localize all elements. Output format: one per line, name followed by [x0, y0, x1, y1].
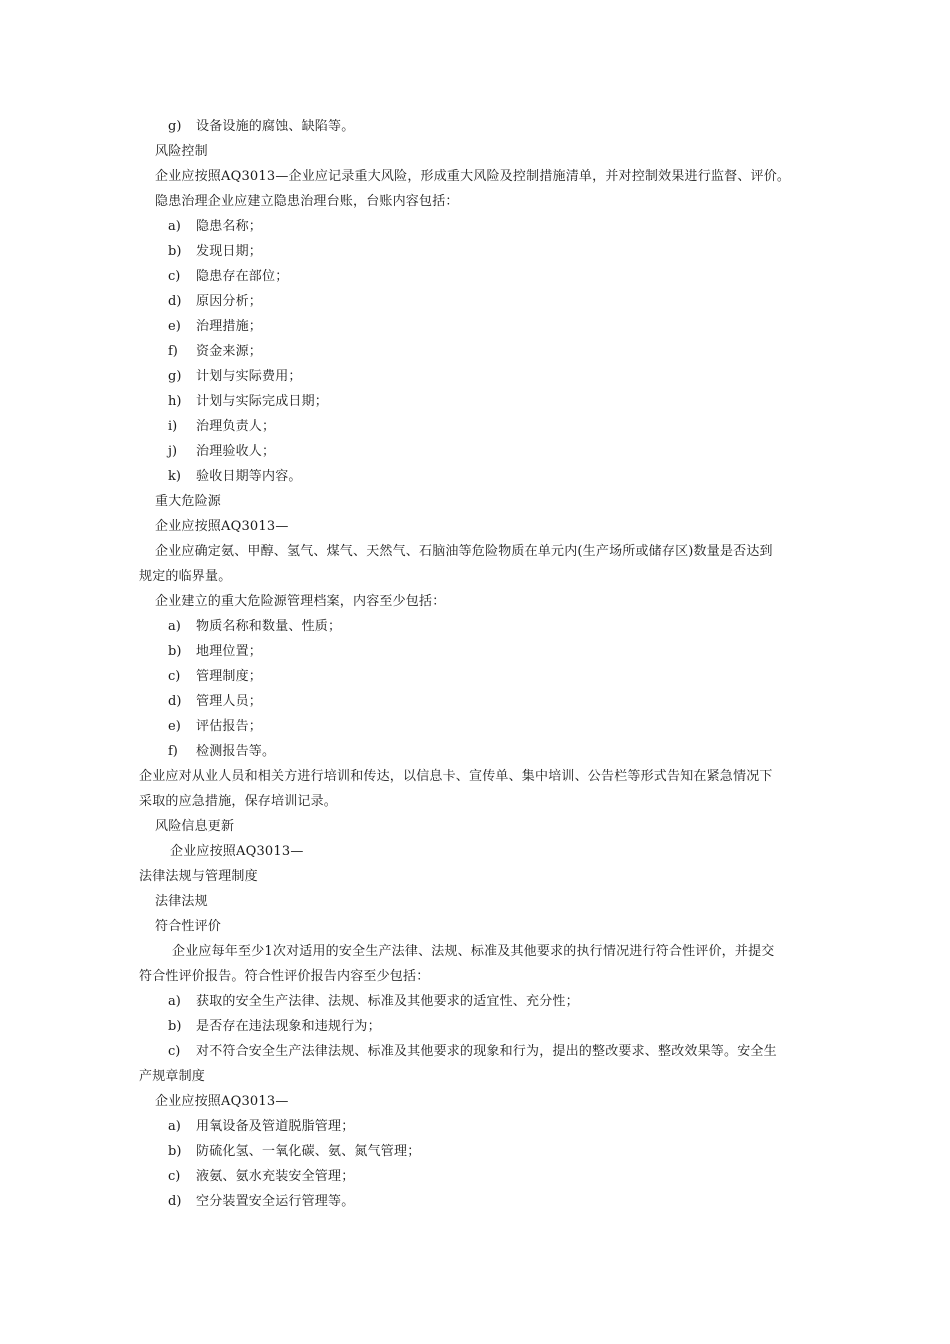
list-item-text: 评估报告； — [196, 719, 263, 734]
list-item-text: 资金来源； — [196, 344, 263, 359]
list-item-text: 治理验收人； — [196, 444, 276, 459]
list-marker: f) — [168, 344, 178, 359]
text-line: 企业应按照AQ3013— — [155, 1094, 289, 1109]
list-item-text: 物质名称和数量、性质； — [196, 619, 342, 634]
list-item-text: 防硫化氢、一氧化碳、氨、氮气管理； — [196, 1144, 421, 1159]
text-line: 企业建立的重大危险源管理档案，内容至少包括： — [155, 594, 446, 609]
text-line: 风险信息更新 — [155, 819, 235, 834]
list-marker: e) — [168, 319, 181, 334]
list-item-text: 隐患名称； — [196, 219, 263, 234]
text-line: 隐患治理企业应建立隐患治理台账，台账内容包括： — [155, 194, 459, 209]
list-item-text: 治理负责人； — [196, 419, 276, 434]
list-item-text: 计划与实际费用； — [196, 369, 302, 384]
list-marker: g) — [168, 119, 182, 134]
list-marker: c) — [168, 1044, 181, 1059]
list-item-text: 管理人员； — [196, 694, 263, 709]
list-marker: c) — [168, 669, 181, 684]
text-line: 符合性评价 — [155, 919, 222, 934]
text-line: 规定的临界量。 — [139, 569, 232, 584]
list-marker: b) — [168, 1144, 182, 1159]
list-marker: f) — [168, 744, 178, 759]
text-line: 采取的应急措施，保存培训记录。 — [139, 794, 338, 809]
text-line: 企业应按照AQ3013— — [170, 844, 304, 859]
text-line: 企业应确定氨、甲醇、氢气、煤气、天然气、石脑油等危险物质在单元内(生产场所或储存区)数量是否达到 — [155, 544, 773, 559]
text-line: 法律法规 — [155, 894, 208, 909]
list-marker: d) — [168, 294, 182, 309]
list-marker: h) — [168, 394, 182, 409]
text-line: 企业应按照AQ3013— — [155, 519, 289, 534]
list-marker: d) — [168, 1194, 182, 1209]
text-line: 法律法规与管理制度 — [139, 869, 258, 884]
list-item-text: 管理制度； — [196, 669, 263, 684]
text-line: 企业应每年至少1次对适用的安全生产法律、法规、标准及其他要求的执行情况进行符合性评价，并提交 — [172, 944, 775, 959]
text-line: 产规章制度 — [139, 1069, 206, 1084]
list-item-text: 检测报告等。 — [196, 744, 276, 759]
list-item-text: 计划与实际完成日期； — [196, 394, 329, 409]
text-line: 风险控制 — [155, 144, 208, 159]
list-marker: b) — [168, 644, 182, 659]
list-item-text: 地理位置； — [196, 644, 263, 659]
list-marker: k) — [168, 469, 181, 484]
list-item-text: 获取的安全生产法律、法规、标准及其他要求的适宜性、充分性； — [196, 994, 579, 1009]
text-line: 企业应按照AQ3013—企业应记录重大风险，形成重大风险及控制措施清单，并对控制效果进行监督、评价。 — [155, 169, 791, 184]
list-marker: a) — [168, 219, 181, 234]
text-line: 重大危险源 — [155, 494, 222, 509]
list-marker: e) — [168, 719, 181, 734]
list-marker: b) — [168, 244, 182, 259]
list-marker: c) — [168, 1169, 181, 1184]
list-marker: i) — [168, 419, 178, 434]
list-item-text: 对不符合安全生产法律法规、标准及其他要求的现象和行为，提出的整改要求、整改效果等。安全生 — [196, 1044, 777, 1059]
list-item-text: 验收日期等内容。 — [196, 469, 302, 484]
list-item-text: 隐患存在部位； — [196, 269, 289, 284]
list-item-text: 治理措施； — [196, 319, 263, 334]
text-line: 符合性评价报告。符合性评价报告内容至少包括： — [139, 969, 430, 984]
list-item-text: 原因分析； — [196, 294, 263, 309]
text-line: 企业应对从业人员和相关方进行培训和传达，以信息卡、宣传单、集中培训、公告栏等形式告知在紧急情况下 — [139, 769, 773, 784]
list-marker: g) — [168, 369, 182, 384]
list-item-text: 液氨、氨水充装安全管理； — [196, 1169, 355, 1184]
list-marker: c) — [168, 269, 181, 284]
list-item-text: 是否存在违法现象和违规行为； — [196, 1019, 381, 1034]
list-item-text: 设备设施的腐蚀、缺陷等。 — [196, 119, 355, 134]
list-marker: b) — [168, 1019, 182, 1034]
list-item-text: 用氧设备及管道脱脂管理； — [196, 1119, 355, 1134]
list-item-text: 发现日期； — [196, 244, 263, 259]
list-marker: a) — [168, 1119, 181, 1134]
list-marker: d) — [168, 694, 182, 709]
list-item-text: 空分装置安全运行管理等。 — [196, 1194, 355, 1209]
list-marker: a) — [168, 619, 181, 634]
list-marker: j) — [168, 444, 178, 459]
list-marker: a) — [168, 994, 181, 1009]
